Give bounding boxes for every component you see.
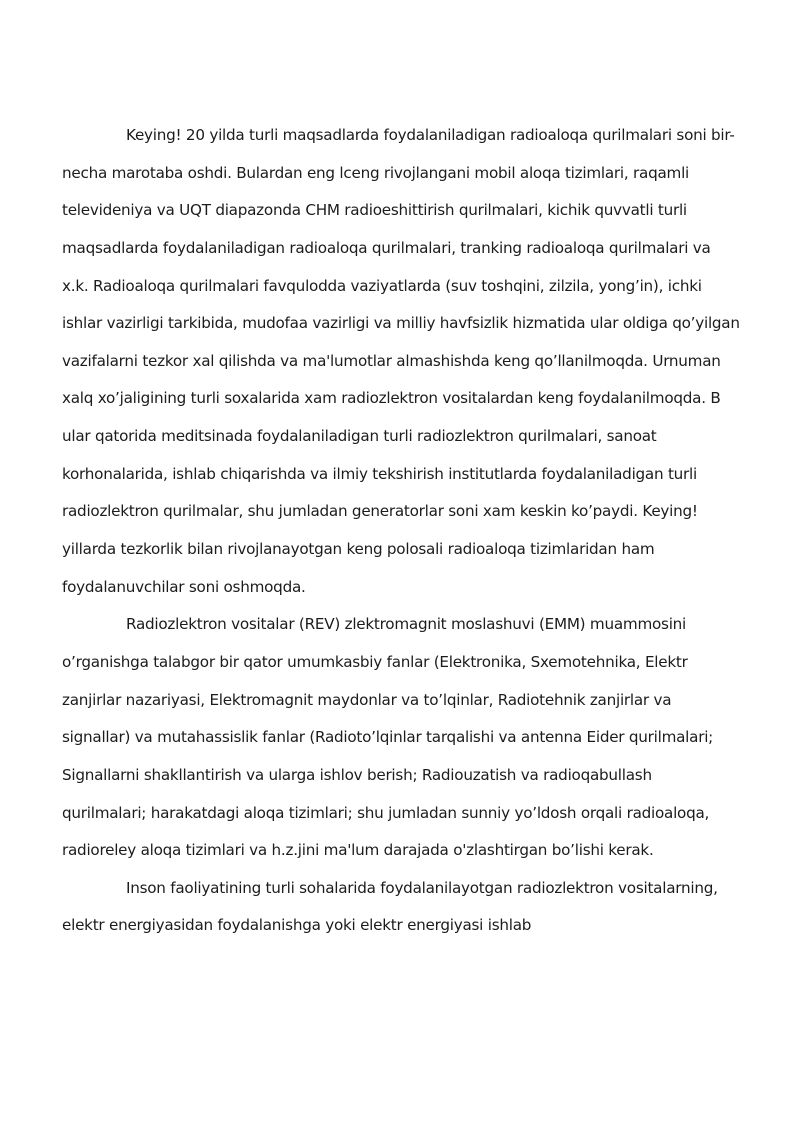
text-line: Radiozlektron vositalar (REV) zlektromagnit moslashuvi (EMM) muammosini: [126, 615, 687, 634]
text-line: korhonalarida, ishlab chiqarishda va ilmiy tekshirish institutlarda foydalaniladigan turli: [62, 464, 697, 483]
text-line: radioreley aloqa tizimlari va h.z.jini ma'lum darajada o'zlashtirgan bo’lishi kerak.: [62, 841, 654, 860]
text-line: Signallarni shakllantirish va ularga ishlov berish; Radiouzatish va radioqabullash: [62, 765, 652, 784]
text-line: zanjirlar nazariyasi, Elektromagnit maydonlar va to’lqinlar, Radiotehnik zanjirlar va: [62, 690, 672, 709]
text-line: qurilmalari; harakatdagi aloqa tizimlari; shu jumladan sunniy yo’ldosh orqali radioaloqa,: [62, 803, 710, 822]
text-line: vazifalarni tezkor xal qilishda va ma'lumotlar almashishda keng qo’llanilmoqda. Urnuman: [62, 351, 721, 370]
text-line: xalq xo’jaligining turli soxalarida xam radiozlektron vositalardan keng foydalanilmoqda. B: [62, 389, 721, 408]
text-line: televideniya va UQT diapazonda CHM radioeshittirish qurilmalari, kichik quvvatli turli: [62, 201, 687, 220]
text-line: necha marotaba oshdi. Bulardan eng lceng rivojlangani mobil aloqa tizimlari, raqamli: [62, 163, 690, 182]
text-line: Keying! 20 yilda turli maqsadlarda foydalaniladigan radioaloqa qurilmalari soni bir-: [126, 126, 735, 144]
text-line: ular qatorida meditsinada foydalaniladigan turli radiozlektron qurilmalari, sanoat: [62, 427, 657, 446]
text-line: foydalanuvchilar soni oshmoqda.: [62, 577, 306, 596]
text-line: ishlar vazirligi tarkibida, mudofaa vazirligi va milliy havfsizlik hizmatida ular oldiga qo’yilgan: [62, 314, 740, 333]
text-line: x.k. Radioaloqa qurilmalari favqulodda vaziyatlarda (suv toshqini, zilzila, yong’in), ichki: [62, 276, 702, 295]
text-line: o’rganishga talabgor bir qator umumkasbiy fanlar (Elektronika, Sxemotehnika, Elektr: [62, 652, 688, 671]
text-line: yillarda tezkorlik bilan rivojlanayotgan keng polosali radioaloqa tizimlaridan ham: [62, 540, 655, 559]
text-line: elektr energiyasidan foydalanishga yoki elektr energiyasi ishlab: [62, 916, 532, 935]
text-line: maqsadlarda foydalaniladigan radioaloqa qurilmalari, tranking radioaloqa qurilmalari va: [62, 238, 711, 257]
text-line: radiozlektron qurilmalar, shu jumladan generatorlar soni xam keskin ko’paydi. Keying!: [62, 502, 698, 521]
text-line: signallar) va mutahassislik fanlar (Radioto’lqinlar tarqalishi va antenna Eider qurilmalari;: [62, 728, 714, 747]
text-line: Inson faoliyatining turli sohalarida foydalanilayotgan radiozlektron vositalarning,: [126, 878, 718, 897]
body-text: [62, 117, 752, 945]
